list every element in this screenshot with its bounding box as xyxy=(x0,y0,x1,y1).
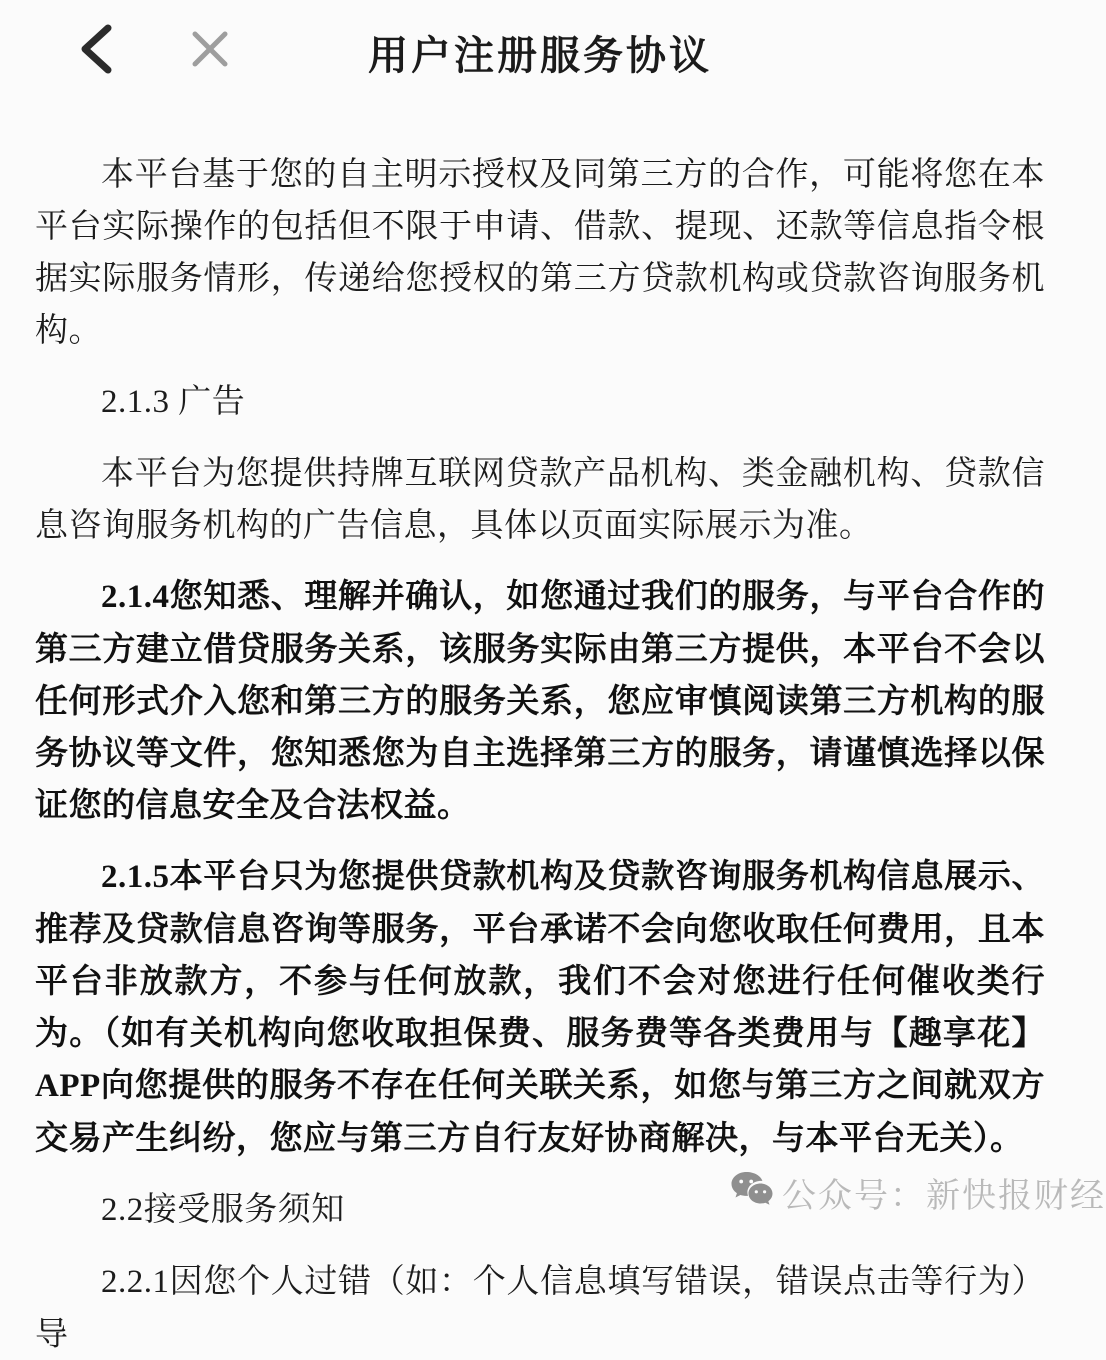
document-body xyxy=(0,112,1080,1360)
paragraph-intro-third-party-authorization: 本平台基于您的自主明示授权及同第三方的合作，可能将您在本平台实际操作的包括但不限于申请、借款、提现、还款等信息指令根据实际服务情形，传递给您授权的第三方贷款机构或贷款咨询服务机构。 xyxy=(35,155,1045,348)
paragraph-para-2-1-4: 2.1.4您知悉、理解并确认，如您通过我们的服务，与平台合作的第三方建立借贷服务关系，该服务实际由第三方提供，本平台不会以任何形式介入您和第三方的服务关系，您应审慎阅读第三方机构的服务协议等文件，您知悉您为自主选择第三方的服务，请谨慎选择以保证您的信息安全及合法权益。 xyxy=(35,577,1045,823)
page-title: 用户注册服务协议 xyxy=(368,34,712,78)
paragraph-para-2-1-3-body: 本平台为您提供持牌互联网贷款产品机构、类金融机构、贷款信息咨询服务机构的广告信息，具体以页面实际展示为准。 xyxy=(35,454,1045,543)
header-bar xyxy=(0,0,1080,112)
paragraph-section-2-1-3: 2.1.3 广告 xyxy=(101,382,246,420)
paragraph-section-2-2: 2.2接受服务须知 xyxy=(101,1190,345,1228)
paragraph-para-2-2-1: 2.2.1因您个人过错（如：个人信息填写错误，错误点击等行为）导 xyxy=(35,1262,1045,1352)
paragraph-para-2-1-5: 2.1.5本平台只为您提供贷款机构及贷款咨询服务机构信息展示、推荐及贷款信息咨询等服务，平台承诺不会向您收取任何费用，且本平台非放款方，不参与任何放款，我们不会对您进行任何催收类行为。（如有关机构向您收取担保费、服务费等各类费用与【趣享花】APP向您提供的服务不存在任何关联关系，如您与第三方之间就双方交易产生纠纷，您应与第三方自行友好协商解决，与本平台无关）。 xyxy=(35,857,1045,1156)
watermark-text: 公众号：新快报财经 xyxy=(782,1177,1106,1215)
